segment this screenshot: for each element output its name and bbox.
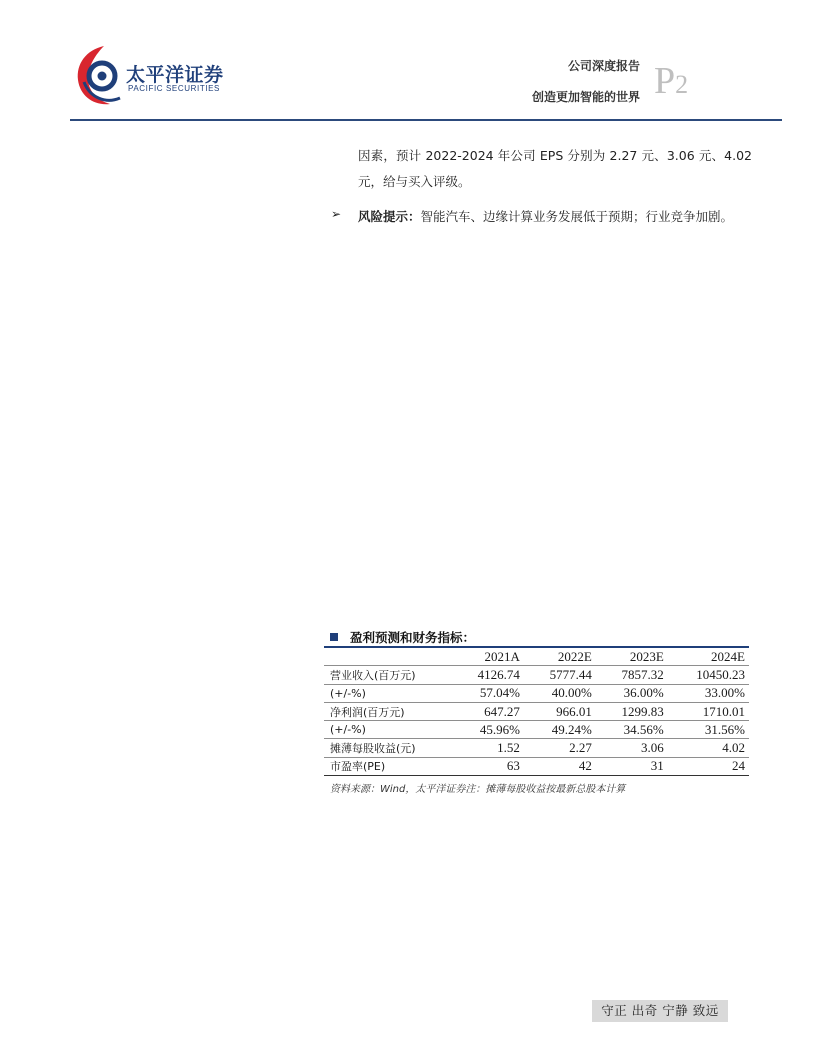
table-cell: 10450.23 xyxy=(668,666,749,684)
table-row-pe xyxy=(324,757,749,775)
table-cell: 33.00% xyxy=(668,684,749,702)
table-row-net-profit xyxy=(324,702,749,720)
footer-motto: 守正 出奇 宁静 致远 xyxy=(592,1000,728,1022)
table-header-cell xyxy=(324,648,452,666)
risk-text: 智能汽车、边缘计算业务发展低于预期；行业竞争加剧。 xyxy=(420,209,734,224)
table-row-revenue xyxy=(324,666,749,684)
row-label: 摊薄每股收益(元) xyxy=(324,739,452,757)
table-cell: 63 xyxy=(452,757,524,775)
table-cell: 36.00% xyxy=(596,684,668,702)
table-cell: 966.01 xyxy=(524,702,596,720)
table-cell: 57.04% xyxy=(452,684,524,702)
table-cell: 647.27 xyxy=(452,702,524,720)
table-cell: 4126.74 xyxy=(452,666,524,684)
financial-forecast-table xyxy=(324,648,749,776)
company-logo xyxy=(76,42,246,112)
table-header-cell: 2023E xyxy=(596,648,668,666)
risk-paragraph xyxy=(358,204,752,230)
row-label: 净利润(百万元) xyxy=(324,702,452,720)
table-title xyxy=(330,628,475,646)
table-header-cell: 2021A xyxy=(452,648,524,666)
page-digit: 2 xyxy=(675,70,689,99)
row-label: (+/-%) xyxy=(324,721,452,739)
table-header-cell: 2024E xyxy=(668,648,749,666)
logo-chinese-name: 太平洋证券 xyxy=(126,64,224,86)
table-row-eps xyxy=(324,739,749,757)
table-header-cell: 2022E xyxy=(524,648,596,666)
header-slogan: 创造更加智能的世界 xyxy=(531,90,640,104)
valuation-paragraph: 因素，预计 2022-2024 年公司 EPS 分别为 2.27 元、3.06 元、4.02 元，给与买入评级。 xyxy=(358,148,752,189)
table-cell: 1.52 xyxy=(452,739,524,757)
pacific-securities-logo-icon xyxy=(76,42,124,112)
table-cell: 5777.44 xyxy=(524,666,596,684)
table-cell: 24 xyxy=(668,757,749,775)
table-cell: 1710.01 xyxy=(668,702,749,720)
table-header-row xyxy=(324,648,749,666)
table-row-net-profit-growth xyxy=(324,721,749,739)
table-cell: 34.56% xyxy=(596,721,668,739)
row-label: (+/-%) xyxy=(324,684,452,702)
table-row-revenue-growth xyxy=(324,684,749,702)
row-label: 营业收入(百万元) xyxy=(324,666,452,684)
page-number xyxy=(654,62,688,100)
logo-english-name: PACIFIC SECURITIES xyxy=(128,84,220,93)
page-letter: P xyxy=(654,60,676,102)
risk-label: 风险提示： xyxy=(358,209,421,224)
table-cell: 49.24% xyxy=(524,721,596,739)
table-cell: 2.27 xyxy=(524,739,596,757)
table-cell: 45.96% xyxy=(452,721,524,739)
table-cell: 7857.32 xyxy=(596,666,668,684)
header-divider xyxy=(70,119,782,121)
table-cell: 3.06 xyxy=(596,739,668,757)
table-cell: 42 xyxy=(524,757,596,775)
table-source-note: 资料来源：Wind，太平洋证券注：摊薄每股收益按最新总股本计算 xyxy=(330,784,626,795)
report-type: 公司深度报告 xyxy=(567,59,640,73)
table-cell: 1299.83 xyxy=(596,702,668,720)
table-title-text: 盈利预测和财务指标： xyxy=(350,630,476,645)
table-cell: 40.00% xyxy=(524,684,596,702)
arrow-right-icon: ➢ xyxy=(331,207,342,221)
table-cell: 4.02 xyxy=(668,739,749,757)
table-cell: 31 xyxy=(596,757,668,775)
row-label: 市盈率(PE) xyxy=(324,757,452,775)
table-cell: 31.56% xyxy=(668,721,749,739)
square-bullet-icon xyxy=(330,633,338,641)
